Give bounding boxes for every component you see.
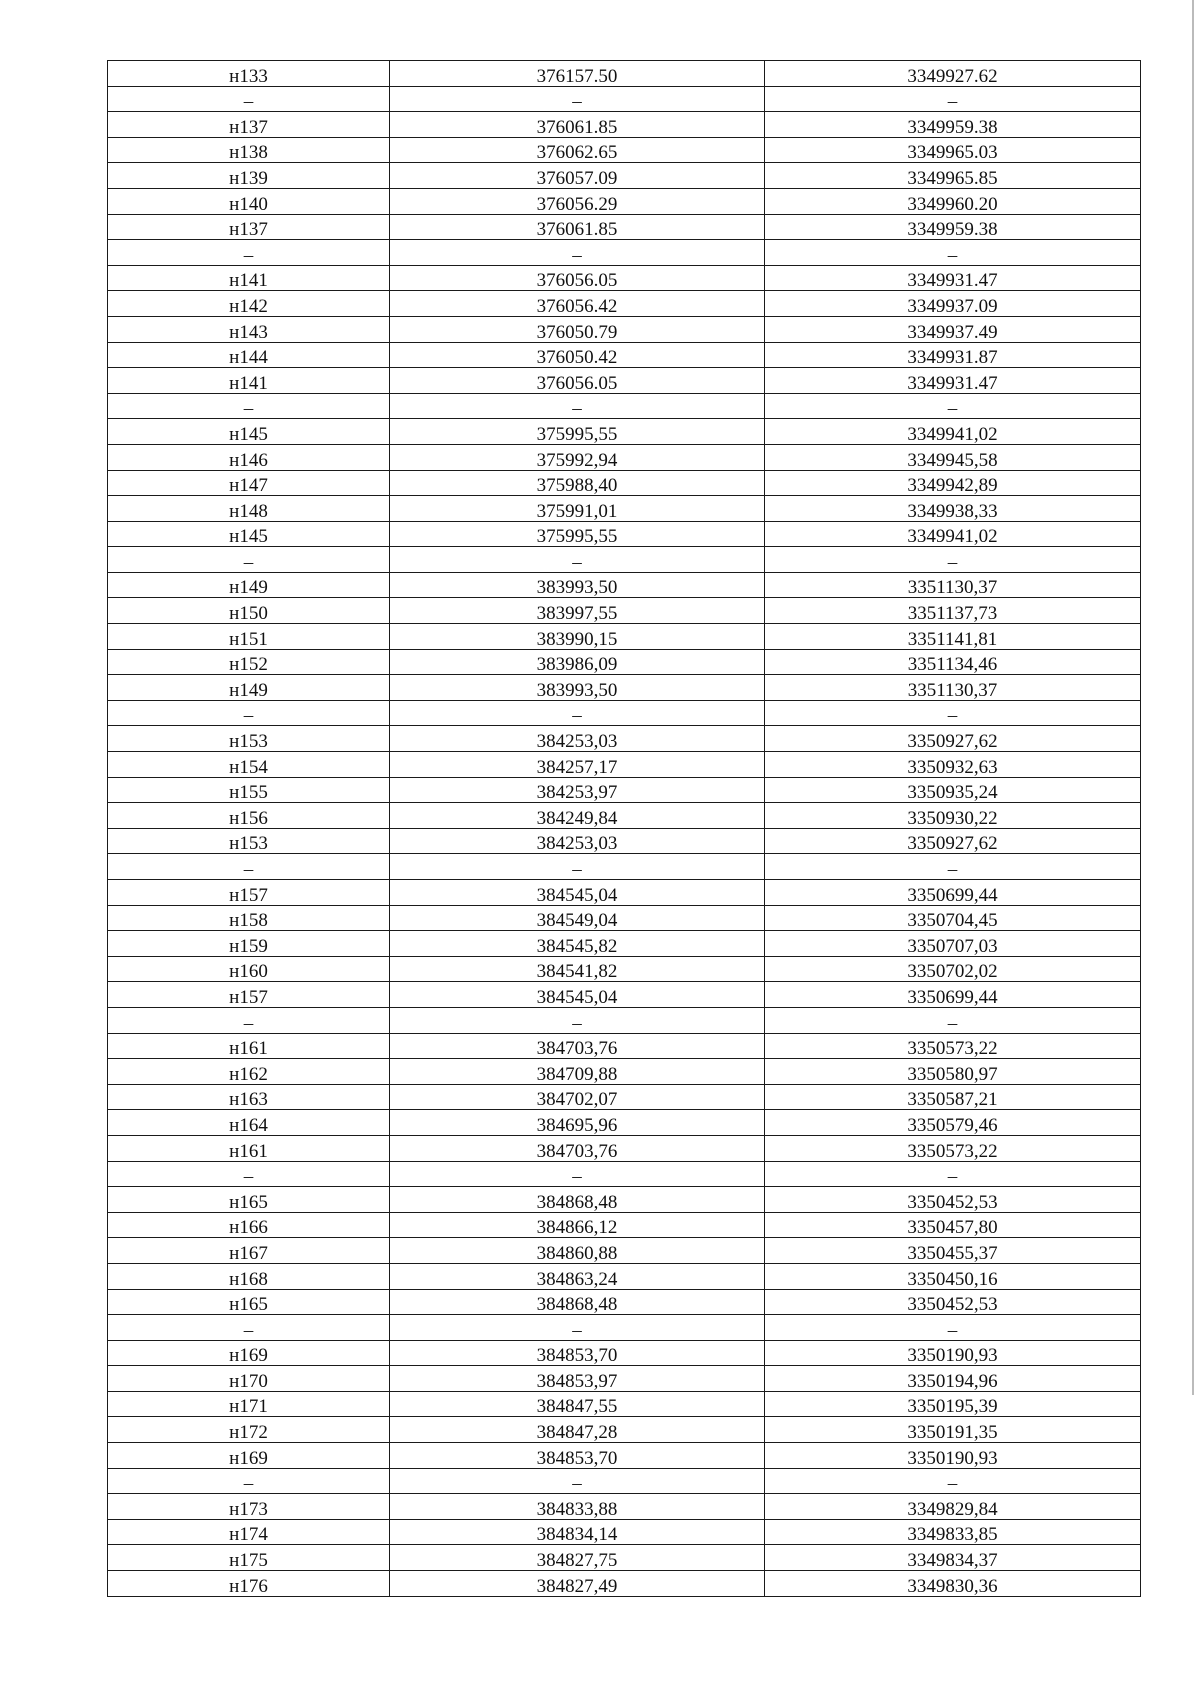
point-id-cell: – [108,700,390,726]
x-coordinate-cell: – [390,1468,765,1494]
y-coordinate-cell: – [765,393,1141,419]
point-id-cell: н174 [108,1519,390,1545]
table-row [108,624,1141,650]
table-row [108,342,1141,368]
point-id-cell: н144 [108,342,390,368]
x-coordinate-cell: 376061.85 [390,214,765,240]
table-row [108,777,1141,803]
y-coordinate-cell: 3349830,36 [765,1571,1141,1597]
x-coordinate-cell: 376157.50 [390,61,765,87]
x-coordinate-cell: 375995,55 [390,419,765,445]
y-coordinate-cell: 3349833,85 [765,1519,1141,1545]
y-coordinate-cell: 3349937.49 [765,316,1141,342]
point-id-cell: н152 [108,649,390,675]
table-row [108,265,1141,291]
y-coordinate-cell: 3349941,02 [765,521,1141,547]
point-id-cell: н153 [108,726,390,752]
table-row [108,1315,1141,1341]
point-id-cell: н165 [108,1289,390,1315]
x-coordinate-cell: – [390,1161,765,1187]
point-id-cell: н143 [108,316,390,342]
point-id-cell: н153 [108,828,390,854]
y-coordinate-cell: – [765,854,1141,880]
x-coordinate-cell: 384834,14 [390,1519,765,1545]
x-coordinate-cell: 384866,12 [390,1212,765,1238]
point-id-cell: н137 [108,112,390,138]
table-row [108,86,1141,112]
y-coordinate-cell: 3351137,73 [765,598,1141,624]
y-coordinate-cell: 3351141,81 [765,624,1141,650]
x-coordinate-cell: 384703,76 [390,1033,765,1059]
table-row [108,1007,1141,1033]
table-row [108,956,1141,982]
x-coordinate-cell: 376056.29 [390,188,765,214]
x-coordinate-cell: – [390,854,765,880]
point-id-cell: н150 [108,598,390,624]
y-coordinate-cell: 3350927,62 [765,726,1141,752]
x-coordinate-cell: – [390,393,765,419]
y-coordinate-cell: – [765,1468,1141,1494]
table-row [108,547,1141,573]
y-coordinate-cell: – [765,700,1141,726]
y-coordinate-cell: 3350452,53 [765,1187,1141,1213]
x-coordinate-cell: – [390,700,765,726]
point-id-cell: н149 [108,572,390,598]
table-row [108,1443,1141,1469]
point-id-cell: н167 [108,1238,390,1264]
x-coordinate-cell: 384847,55 [390,1391,765,1417]
table-row [108,649,1141,675]
y-coordinate-cell: 3349965.03 [765,137,1141,163]
x-coordinate-cell: 384833,88 [390,1494,765,1520]
table-row [108,880,1141,906]
y-coordinate-cell: 3349829,84 [765,1494,1141,1520]
x-coordinate-cell: 383993,50 [390,675,765,701]
point-id-cell: н141 [108,368,390,394]
x-coordinate-cell: 375995,55 [390,521,765,547]
y-coordinate-cell: 3349945,58 [765,444,1141,470]
y-coordinate-cell: 3350580,97 [765,1059,1141,1085]
point-id-cell: н173 [108,1494,390,1520]
table-row [108,214,1141,240]
y-coordinate-cell: – [765,1007,1141,1033]
table-row [108,1571,1141,1597]
point-id-cell: н138 [108,137,390,163]
point-id-cell: н168 [108,1263,390,1289]
table-row [108,828,1141,854]
table-row [108,803,1141,829]
point-id-cell: н170 [108,1366,390,1392]
y-coordinate-cell: 3349931.47 [765,265,1141,291]
x-coordinate-cell: 384853,70 [390,1340,765,1366]
x-coordinate-cell: 384709,88 [390,1059,765,1085]
point-id-cell: н161 [108,1135,390,1161]
table-row [108,1033,1141,1059]
table-row [108,1494,1141,1520]
table-row [108,240,1141,266]
point-id-cell: н172 [108,1417,390,1443]
point-id-cell: н169 [108,1340,390,1366]
y-coordinate-cell: 3349960.20 [765,188,1141,214]
point-id-cell: н165 [108,1187,390,1213]
y-coordinate-cell: 3350587,21 [765,1084,1141,1110]
point-id-cell: н157 [108,982,390,1008]
y-coordinate-cell: 3350457,80 [765,1212,1141,1238]
x-coordinate-cell: 383997,55 [390,598,765,624]
x-coordinate-cell: 384545,04 [390,880,765,906]
table-row [108,1417,1141,1443]
x-coordinate-cell: 384827,49 [390,1571,765,1597]
point-id-cell: – [108,547,390,573]
point-id-cell: н137 [108,214,390,240]
x-coordinate-cell: 384541,82 [390,956,765,982]
x-coordinate-cell: – [390,1007,765,1033]
x-coordinate-cell: 376050.79 [390,316,765,342]
table-row [108,496,1141,522]
table-row [108,752,1141,778]
x-coordinate-cell: 375988,40 [390,470,765,496]
x-coordinate-cell: 384545,04 [390,982,765,1008]
x-coordinate-cell: 384853,70 [390,1443,765,1469]
x-coordinate-cell: 376056.42 [390,291,765,317]
y-coordinate-cell: 3350927,62 [765,828,1141,854]
y-coordinate-cell: – [765,547,1141,573]
y-coordinate-cell: 3350195,39 [765,1391,1141,1417]
table-row [108,1084,1141,1110]
table-row [108,854,1141,880]
y-coordinate-cell: 3349938,33 [765,496,1141,522]
x-coordinate-cell: 384702,07 [390,1084,765,1110]
x-coordinate-cell: 384868,48 [390,1289,765,1315]
table-row [108,1519,1141,1545]
y-coordinate-cell: 3350579,46 [765,1110,1141,1136]
point-id-cell: н169 [108,1443,390,1469]
y-coordinate-cell: 3350190,93 [765,1340,1141,1366]
point-id-cell: н156 [108,803,390,829]
point-id-cell: н140 [108,188,390,214]
x-coordinate-cell: 384868,48 [390,1187,765,1213]
y-coordinate-cell: 3349941,02 [765,419,1141,445]
x-coordinate-cell: 384860,88 [390,1238,765,1264]
point-id-cell: н157 [108,880,390,906]
y-coordinate-cell: 3349834,37 [765,1545,1141,1571]
table-row [108,1340,1141,1366]
x-coordinate-cell: 376057.09 [390,163,765,189]
x-coordinate-cell: 376056.05 [390,368,765,394]
point-id-cell: – [108,393,390,419]
point-id-cell: н163 [108,1084,390,1110]
y-coordinate-cell: – [765,240,1141,266]
y-coordinate-cell: 3349927.62 [765,61,1141,87]
page-edge-line [1192,0,1194,1395]
table-row [108,1059,1141,1085]
x-coordinate-cell: 384257,17 [390,752,765,778]
point-id-cell: – [108,1161,390,1187]
table-row [108,112,1141,138]
point-id-cell: н145 [108,419,390,445]
y-coordinate-cell: 3349937.09 [765,291,1141,317]
table-row [108,393,1141,419]
y-coordinate-cell: 3350699,44 [765,982,1141,1008]
x-coordinate-cell: 383993,50 [390,572,765,598]
y-coordinate-cell: 3349942,89 [765,470,1141,496]
table-row [108,1468,1141,1494]
table-row [108,61,1141,87]
table-row [108,1187,1141,1213]
point-id-cell: н154 [108,752,390,778]
table-row [108,470,1141,496]
table-row [108,700,1141,726]
y-coordinate-cell: 3350194,96 [765,1366,1141,1392]
point-id-cell: н139 [108,163,390,189]
y-coordinate-cell: 3349931.47 [765,368,1141,394]
coordinates-table-body [108,61,1141,1597]
table-row [108,188,1141,214]
point-id-cell: н147 [108,470,390,496]
y-coordinate-cell: – [765,86,1141,112]
table-row [108,291,1141,317]
point-id-cell: н148 [108,496,390,522]
point-id-cell: н164 [108,1110,390,1136]
y-coordinate-cell: 3350930,22 [765,803,1141,829]
table-row [108,1161,1141,1187]
x-coordinate-cell: 376056.05 [390,265,765,291]
table-row [108,1238,1141,1264]
point-id-cell: н155 [108,777,390,803]
x-coordinate-cell: 384863,24 [390,1263,765,1289]
table-row [108,1391,1141,1417]
table-row [108,675,1141,701]
point-id-cell: – [108,86,390,112]
point-id-cell: н161 [108,1033,390,1059]
table-row [108,163,1141,189]
table-row [108,726,1141,752]
x-coordinate-cell: 384253,97 [390,777,765,803]
y-coordinate-cell: 3350450,16 [765,1263,1141,1289]
point-id-cell: – [108,854,390,880]
x-coordinate-cell: 384827,75 [390,1545,765,1571]
point-id-cell: н175 [108,1545,390,1571]
point-id-cell: – [108,240,390,266]
coordinates-table [107,60,1141,1597]
table-row [108,982,1141,1008]
table-row [108,368,1141,394]
y-coordinate-cell: 3349959.38 [765,214,1141,240]
table-row [108,1366,1141,1392]
table-row [108,572,1141,598]
y-coordinate-cell: 3351130,37 [765,675,1141,701]
table-row [108,1545,1141,1571]
table-row [108,1212,1141,1238]
y-coordinate-cell: – [765,1315,1141,1341]
point-id-cell: н166 [108,1212,390,1238]
table-row [108,316,1141,342]
y-coordinate-cell: 3350455,37 [765,1238,1141,1264]
x-coordinate-cell: 384695,96 [390,1110,765,1136]
x-coordinate-cell: 384549,04 [390,905,765,931]
x-coordinate-cell: 383986,09 [390,649,765,675]
x-coordinate-cell: 384703,76 [390,1135,765,1161]
y-coordinate-cell: 3350191,35 [765,1417,1141,1443]
y-coordinate-cell: 3350699,44 [765,880,1141,906]
x-coordinate-cell: 375991,01 [390,496,765,522]
point-id-cell: н141 [108,265,390,291]
point-id-cell: н176 [108,1571,390,1597]
x-coordinate-cell: 384545,82 [390,931,765,957]
table-row [108,931,1141,957]
x-coordinate-cell: 384847,28 [390,1417,765,1443]
table-row [108,598,1141,624]
x-coordinate-cell: 384249,84 [390,803,765,829]
y-coordinate-cell: – [765,1161,1141,1187]
point-id-cell: – [108,1468,390,1494]
x-coordinate-cell: 375992,94 [390,444,765,470]
x-coordinate-cell: 376061.85 [390,112,765,138]
table-row [108,521,1141,547]
y-coordinate-cell: 3350702,02 [765,956,1141,982]
point-id-cell: н158 [108,905,390,931]
table-row [108,1110,1141,1136]
point-id-cell: – [108,1007,390,1033]
table-row [108,905,1141,931]
x-coordinate-cell: 376050.42 [390,342,765,368]
point-id-cell: н149 [108,675,390,701]
table-row [108,1289,1141,1315]
y-coordinate-cell: 3349931.87 [765,342,1141,368]
y-coordinate-cell: 3350573,22 [765,1033,1141,1059]
point-id-cell: н171 [108,1391,390,1417]
point-id-cell: н159 [108,931,390,957]
point-id-cell: – [108,1315,390,1341]
point-id-cell: н160 [108,956,390,982]
x-coordinate-cell: 383990,15 [390,624,765,650]
point-id-cell: н145 [108,521,390,547]
x-coordinate-cell: 384853,97 [390,1366,765,1392]
y-coordinate-cell: 3350573,22 [765,1135,1141,1161]
x-coordinate-cell: – [390,1315,765,1341]
x-coordinate-cell: 376062.65 [390,137,765,163]
x-coordinate-cell: – [390,547,765,573]
y-coordinate-cell: 3350707,03 [765,931,1141,957]
y-coordinate-cell: 3350704,45 [765,905,1141,931]
x-coordinate-cell: 384253,03 [390,828,765,854]
y-coordinate-cell: 3350452,53 [765,1289,1141,1315]
point-id-cell: н142 [108,291,390,317]
y-coordinate-cell: 3350190,93 [765,1443,1141,1469]
y-coordinate-cell: 3351130,37 [765,572,1141,598]
point-id-cell: н146 [108,444,390,470]
point-id-cell: н133 [108,61,390,87]
x-coordinate-cell: 384253,03 [390,726,765,752]
point-id-cell: н151 [108,624,390,650]
y-coordinate-cell: 3350935,24 [765,777,1141,803]
table-row [108,419,1141,445]
y-coordinate-cell: 3350932,63 [765,752,1141,778]
table-row [108,1263,1141,1289]
x-coordinate-cell: – [390,86,765,112]
x-coordinate-cell: – [390,240,765,266]
table-row [108,137,1141,163]
table-row [108,1135,1141,1161]
table-row [108,444,1141,470]
y-coordinate-cell: 3349965.85 [765,163,1141,189]
point-id-cell: н162 [108,1059,390,1085]
y-coordinate-cell: 3351134,46 [765,649,1141,675]
y-coordinate-cell: 3349959.38 [765,112,1141,138]
